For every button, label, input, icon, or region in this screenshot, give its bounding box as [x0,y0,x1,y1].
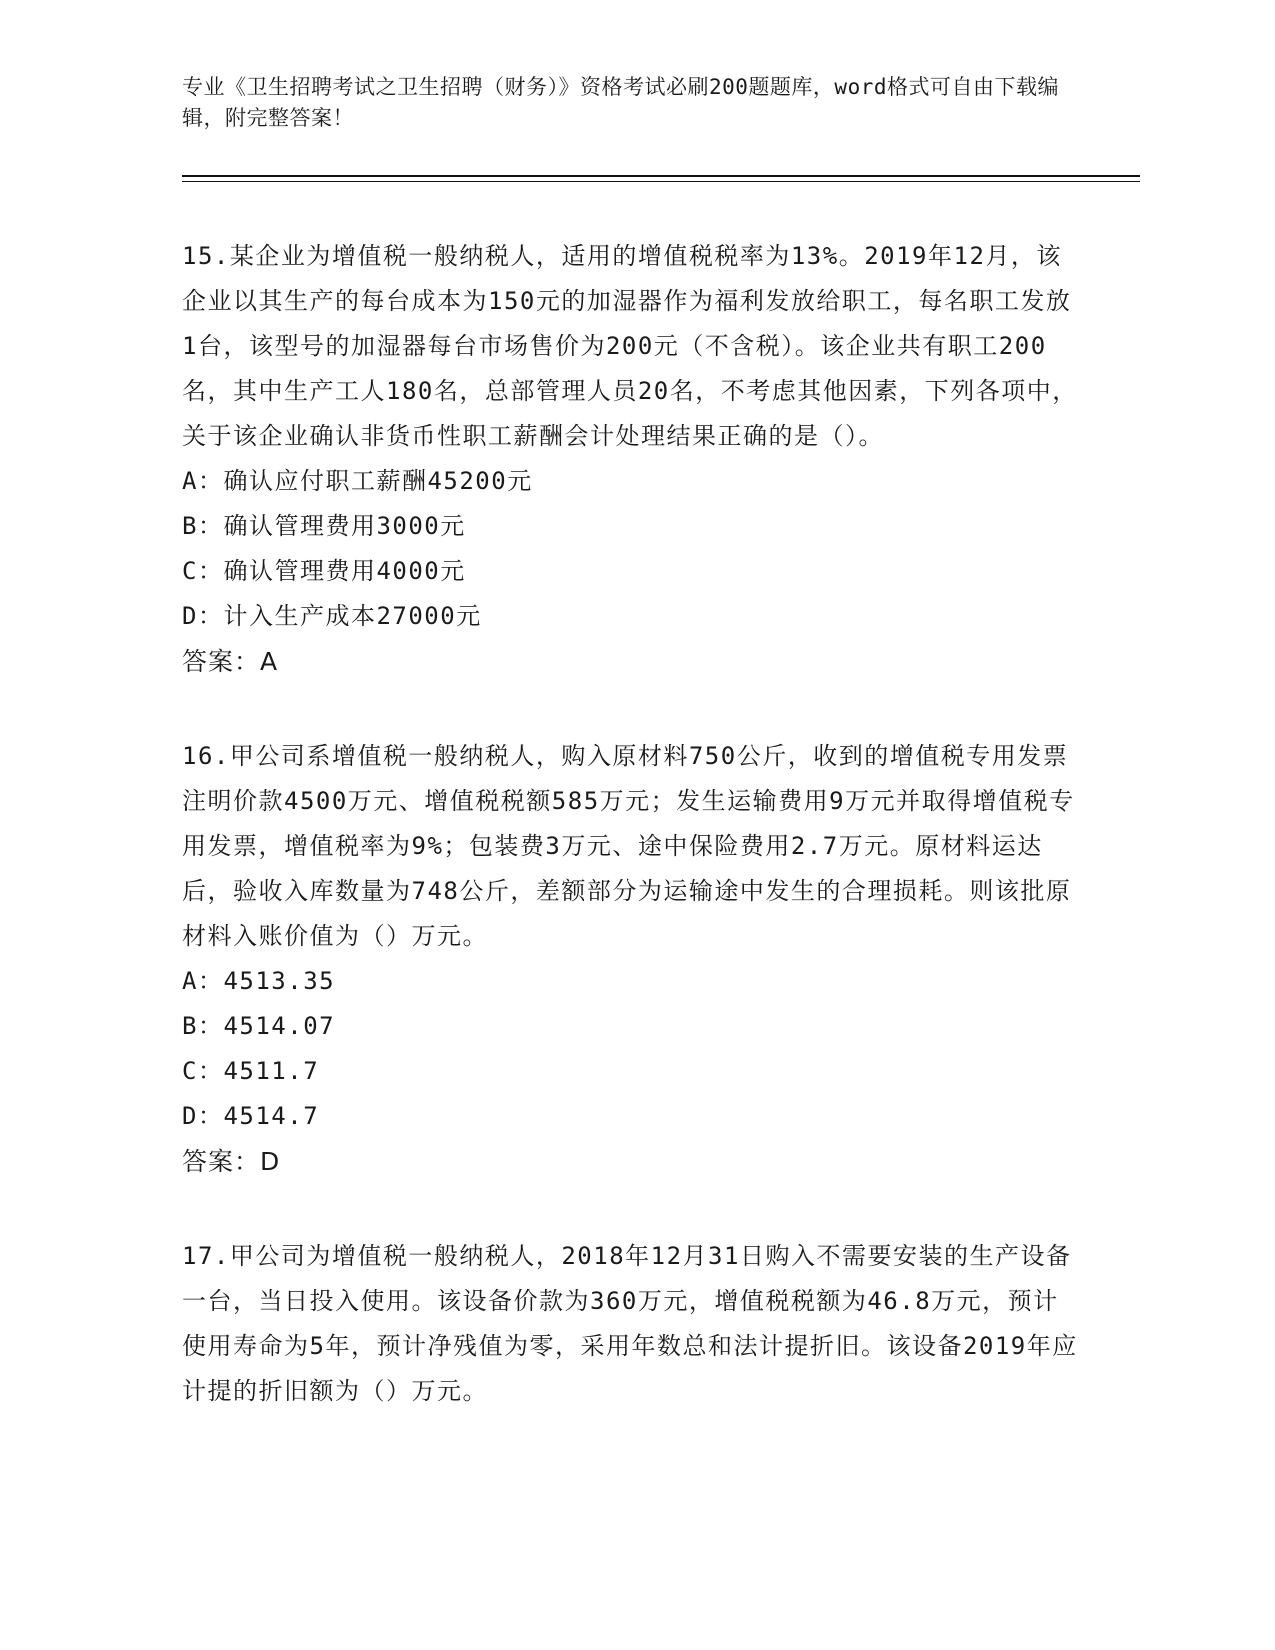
header-divider [182,175,1140,177]
question-16 [182,734,1082,1184]
option-a: A：4513.35 [182,967,336,995]
question-stem: 15.某企业为增值税一般纳税人，适用的增值税税率为13%。2019年12月，该企业以其生产的每台成本为150元的加湿器作为福利发放给职工，每名职工发放1台，该型号的加湿器每台市场售价为200元（不含税）。该企业共有职工200名，其中生产工人180名，总部管理人员20名，不考虑其他因素，下列各项中，关于该企业确认非货币性职工薪酬会计处理结果正确的是（）。 [182,242,1078,450]
page-header: 专业《卫生招聘考试之卫生招聘（财务）》资格考试必刷200题题库，word格式可自由下载编辑，附完整答案！ [182,75,1059,130]
option-c: C：4511.7 [182,1057,320,1085]
option-c: C：确认管理费用4000元 [182,557,466,585]
answer: 答案：A [182,647,279,676]
option-b: B：确认管理费用3000元 [182,512,466,540]
option-d: D：4514.7 [182,1102,320,1130]
question-17 [182,1234,1082,1414]
question-stem: 16.甲公司系增值税一般纳税人，购入原材料750公斤，收到的增值税专用发票注明价款4500万元、增值税税额585万元；发生运输费用9万元并取得增值税专用发票，增值税率为9%；包装费3万元、途中保险费用2.7万元。原材料运达后，验收入库数量为748公斤，差额部分为运输途中发生的合理损耗。则该批原材料入账价值为（）万元。 [182,742,1075,950]
answer: 答案：D [182,1147,281,1176]
question-15 [182,234,1082,684]
option-a: A：确认应付职工薪酬45200元 [182,467,533,495]
question-stem: 17.甲公司为增值税一般纳税人，2018年12月31日购入不需要安装的生产设备一台，当日投入使用。该设备价款为360万元，增值税税额为46.8万元，预计使用寿命为5年，预计净残值为零，采用年数总和法计提折旧。该设备2019年应计提的折旧额为（）万元。 [182,1242,1078,1405]
option-d: D：计入生产成本27000元 [182,602,482,630]
option-b: B：4514.07 [182,1012,336,1040]
header-divider-thin [182,181,1140,182]
question-list [182,234,1082,1464]
